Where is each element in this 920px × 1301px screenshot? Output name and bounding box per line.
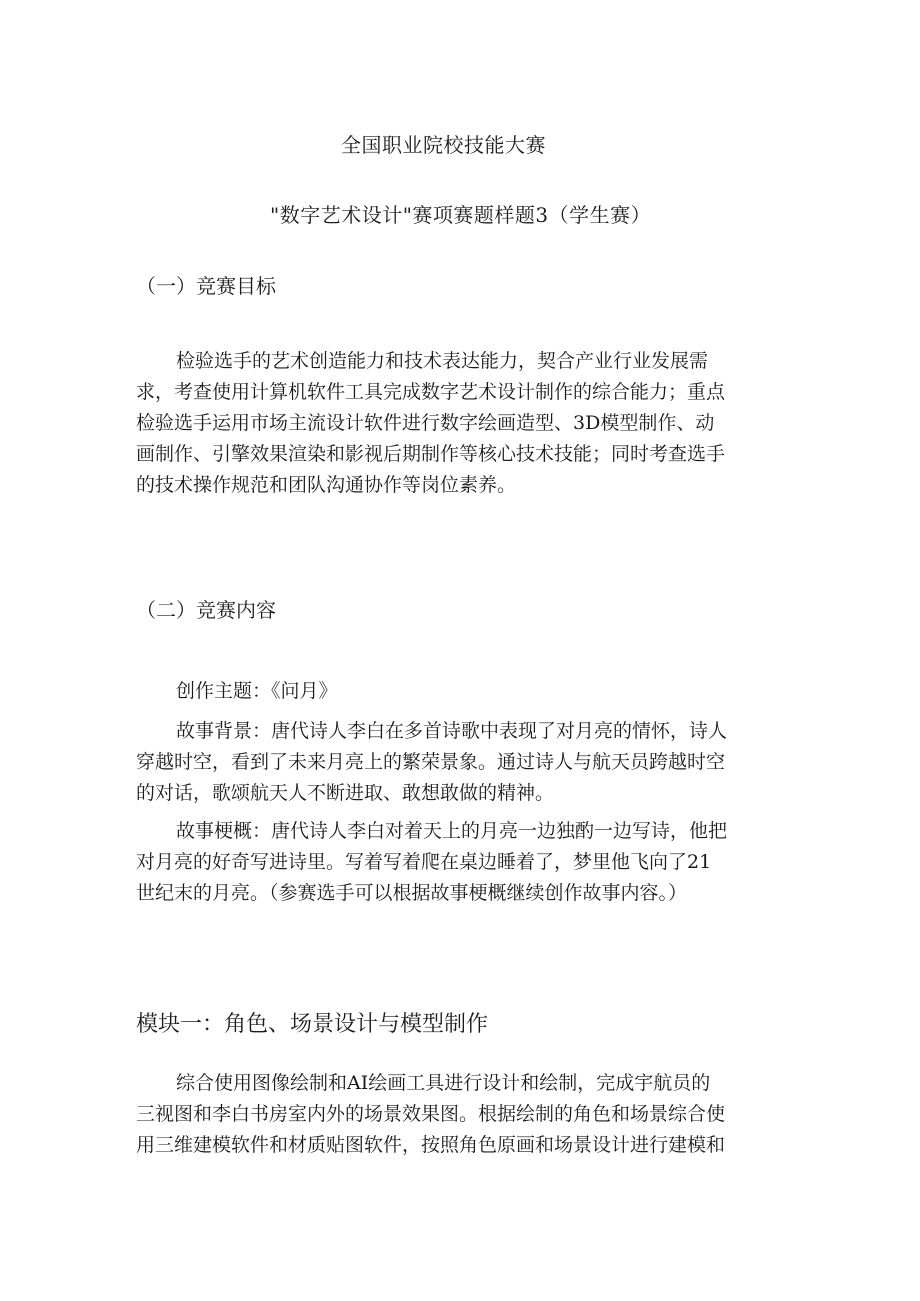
paragraph-line: 检验选手的艺术创造能力和技术表达能力，契合产业行业发展需 [176, 350, 709, 372]
theme-paragraph [136, 676, 776, 707]
paragraph-line: 故事梗概：唐代诗人李白对着天上的月亮一边独酌一边写诗，他把 [176, 820, 728, 842]
paragraph-line: 故事背景：唐代诗人李白在多首诗歌中表现了对月亮的情怀，诗人 [176, 720, 728, 742]
paragraph-line: 创作主题：《问月》 [176, 680, 338, 702]
paragraph-line: 世纪末的月亮。（参赛选手可以根据故事梗概继续创作故事内容。） [136, 882, 688, 904]
paragraph-line: 用三维建模软件和材质贴图软件，按照角色原画和场景设计进行建模和 [136, 1134, 726, 1156]
paragraph-line: 画制作、引擎效果渲染和影视后期制作等核心技术技能；同时考查选手 [136, 443, 726, 465]
module-heading: 模块一：角色、场景设计与模型制作 [136, 1012, 489, 1037]
paragraph-line: 的对话，歌颂航天人不断进取、敢想敢做的精神。 [136, 782, 555, 804]
paragraph-line: 综合使用图像绘制和AI绘画工具进行设计和绘制，完成宇航员的 [176, 1072, 711, 1094]
document-subtitle: "数字艺术设计"赛项赛题样题3（学生赛） [270, 203, 652, 227]
background-paragraph [136, 716, 776, 809]
section-heading-content: （二）竞赛内容 [136, 598, 276, 622]
paragraph-line: 对月亮的好奇写进诗里。写着写着爬在桌边睡着了，梦里他飞向了21 [136, 851, 712, 873]
outline-paragraph [136, 816, 776, 909]
section-heading-goals: （一）竞赛目标 [136, 274, 276, 298]
paragraph-line: 的技术操作规范和团队沟通协作等岗位素养。 [136, 474, 517, 496]
paragraph-line: 三视图和李白书房室内外的场景效果图。根据绘制的角色和场景综合使 [136, 1103, 726, 1125]
paragraph-line: 求，考查使用计算机软件工具完成数字艺术设计制作的综合能力；重点 [136, 381, 726, 403]
paragraph-line: 穿越时空，看到了未来月亮上的繁荣景象。通过诗人与航天员跨越时空 [136, 751, 726, 773]
module-paragraph [136, 1068, 776, 1161]
paragraph-line: 检验选手运用市场主流设计软件进行数字绘画造型、3D模型制作、动 [136, 412, 715, 434]
goals-paragraph [136, 346, 776, 501]
document-title: 全国职业院校技能大赛 [341, 133, 546, 157]
